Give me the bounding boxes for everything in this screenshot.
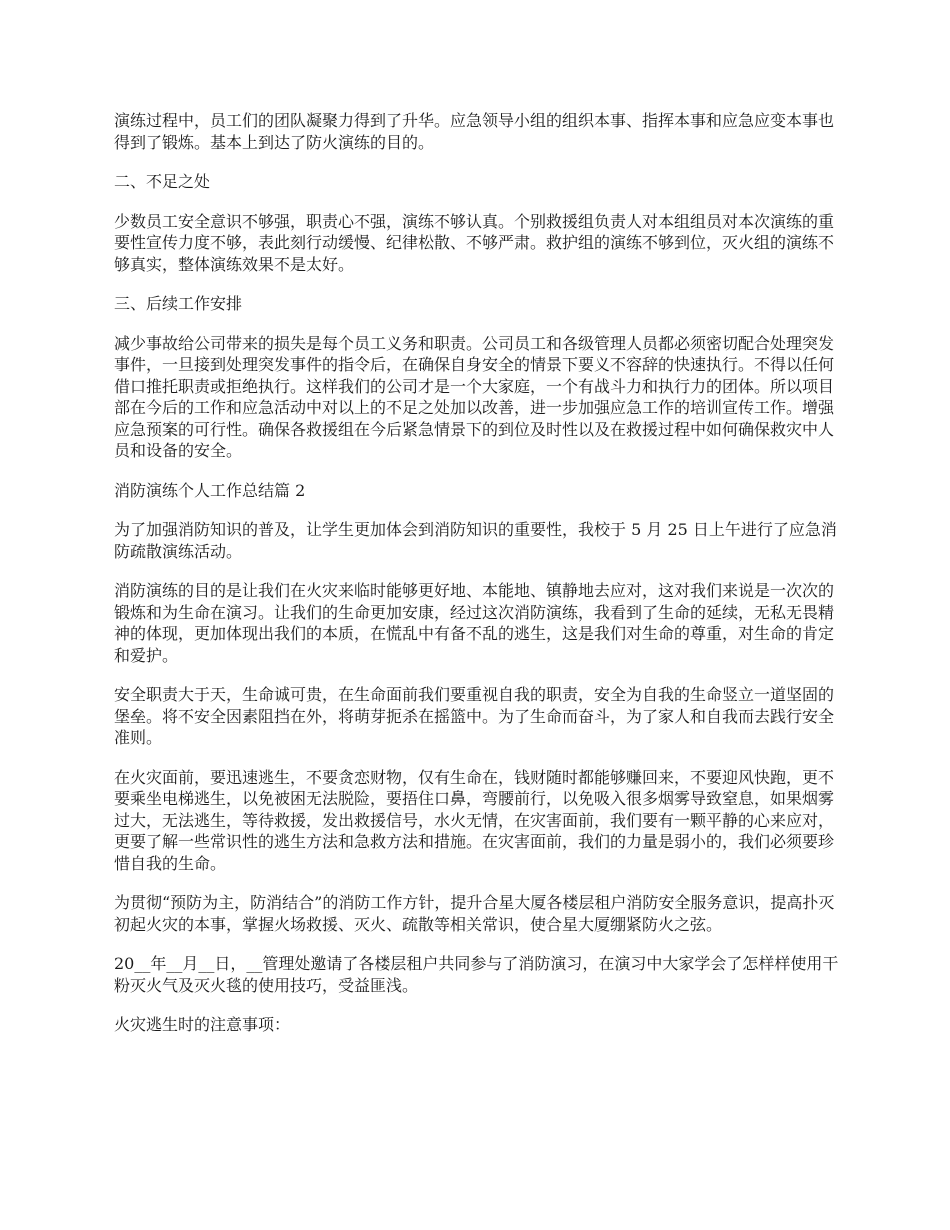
paragraph-drill-result: 演练过程中，员工们的团队凝聚力得到了升华。应急领导小组的组织本事、指挥本事和应急应变本事也得到了锻炼。基本上到达了防火演练的目的。	[114, 111, 835, 152]
paragraph-drill-intro: 为了加强消防知识的普及，让学生更加体会到消防知识的重要性，我校于 5 月 25 日上午进行了应急消防疏散演练活动。	[114, 520, 837, 561]
document-page	[114, 110, 848, 1054]
paragraph-escape-advice: 在火灾面前，要迅速逃生，不要贪恋财物，仅有生命在，钱财随时都能够赚回来，不要迎风快跑，更不要乘坐电梯逃生，以免被困无法脱险，要捂住口鼻，弯腰前行，以免吸入很多烟雾导致窒息，如果烟雾过大，无法逃生，等待救援，发出救援信号，水火无情，在灾害面前，我们要有一颗平静的心来应对，更要了解一些常识性的逃生方法和急救方法和措施。在灾害面前，我们的力量是弱小的，我们必须要珍惜自我的生命。	[114, 767, 835, 873]
paragraph-follow-up: 减少事故给公司带来的损失是每个员工义务和职责。公司员工和各级管理人员都必须密切配合处理突发事件，一旦接到处理突发事件的指令后，在确保自身安全的情景下要义不容辞的快速执行。不得以任何借口推托职责或拒绝执行。这样我们的公司才是一个大家庭，一个有战斗力和执行力的团体。所以项目部在今后的工作和应急活动中对以上的不足之处加以改善，进一步加强应急工作的培训宣传工作。增强应急预案的可行性。确保各救援组在今后紧急情景下的到位及时性以及在救援过程中如何确保救灾中人员和设备的安全。	[114, 333, 835, 460]
heading-article-2: 消防演练个人工作总结篇 2	[114, 480, 306, 500]
paragraph-drill-purpose: 消防演练的目的是让我们在火灾来临时能够更好地、本能地、镇静地去应对，这对我们来说是一次次的锻炼和为生命在演习。让我们的生命更加安康，经过这次消防演练，我看到了生命的延续，无私无畏精神的体现，更加体现出我们的本质，在慌乱中有备不乱的逃生，这是我们对生命的尊重，对生命的肯定和爱护。	[114, 581, 835, 665]
paragraph-safety-duty: 安全职责大于天，生命诚可贵，在生命面前我们要重视自我的职责，安全为自我的生命竖立一道坚固的堡垒。将不安全因素阻挡在外，将萌芽扼杀在摇篮中。为了生命而奋斗，为了家人和自我而去践行安全准则。	[114, 685, 835, 747]
heading-shortcomings: 二、不足之处	[114, 172, 211, 191]
heading-escape-notes: 火灾逃生时的注意事项：	[114, 1015, 291, 1034]
paragraph-shortcomings: 少数员工安全意识不够强，职责心不强，演练不够认真。个别救援组负责人对本组组员对本次演练的重要性宣传力度不够，表此刻行动缓慢、纪律松散、不够严肃。救护组的演练不够到位，灭火组的演练不够真实，整体演练效果不是太好。	[114, 211, 835, 274]
paragraph-drill-date: 20__年__月__日，__管理处邀请了各楼层租户共同参与了消防演习，在演习中大家学会了怎样样使用干粉灭火气及灭火毯的使用技巧，受益匪浅。	[114, 954, 839, 995]
heading-follow-up: 三、后续工作安排	[114, 294, 243, 313]
paragraph-fire-policy: 为贯彻“预防为主，防消结合”的消防工作方针，提升合星大厦各楼层租户消防安全服务意识，提高扑灭初起火灾的本事，掌握火场救援、灭火、疏散等相关常识，使合星大厦绷紧防火之弦。	[114, 893, 835, 934]
